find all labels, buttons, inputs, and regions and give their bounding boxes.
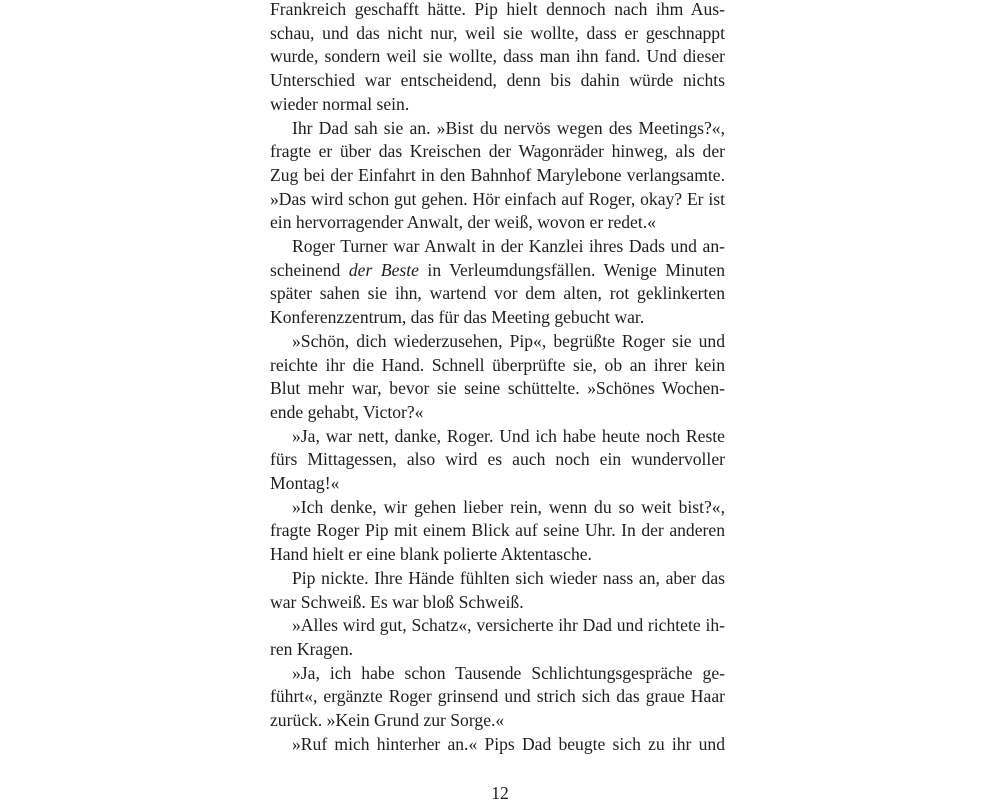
paragraph <box>270 425 725 496</box>
text-line: »Das wird schon gut gehen. Hör einfach auf Roger, okay? Er ist <box>270 188 725 209</box>
text-line: fürs Mittagessen, also wird es auch noch ein wundervoller <box>270 449 725 470</box>
body-text <box>270 0 725 757</box>
page-number: 12 <box>491 783 509 800</box>
text-line: fragte er über das Kreischen der Wagonräder hinweg, als der <box>270 141 725 162</box>
text-line: schau, und das nicht nur, weil sie wollte, dass er geschnappt <box>270 22 725 43</box>
paragraph <box>270 235 725 330</box>
text-line: Unterschied war entscheidend, denn bis dahin würde nichts <box>270 70 725 91</box>
text-line: Hand hielt er eine blank polierte Aktentasche. <box>270 544 592 565</box>
text-line: fragte Roger Pip mit einem Blick auf seine Uhr. In der anderen <box>270 520 725 541</box>
text-line: später sahen sie ihn, wartend vor dem alten, rot geklinkerten <box>270 283 725 304</box>
text-line: Frankreich geschafft hätte. Pip hielt dennoch nach ihm Aus- <box>270 0 725 19</box>
text-line: »Ich denke, wir gehen lieber rein, wenn du so weit bist?«, <box>292 496 725 517</box>
paragraph <box>270 330 725 425</box>
text-line: ren Kragen. <box>270 638 354 659</box>
paragraph <box>270 496 725 567</box>
text-run: scheinend <box>270 259 349 280</box>
text-line: Ihr Dad sah sie an. »Bist du nervös wegen des Meetings?«, <box>292 117 725 138</box>
text-line: reichte ihr die Hand. Schnell überprüfte sie, ob an ihrer kein <box>270 354 725 375</box>
text-line: wurde, sondern weil sie wollte, dass man ihn fand. Und dieser <box>270 46 725 67</box>
text-line: ende gehabt, Victor?« <box>270 401 424 422</box>
paragraph <box>270 0 725 117</box>
text-run: in Verleumdungsfällen. Wenige Minuten <box>418 259 725 280</box>
text-line: Montag!« <box>270 473 340 494</box>
text-line: führt«, ergänzte Roger grinsend und strich sich das graue Haar <box>270 686 725 707</box>
paragraph <box>270 614 725 661</box>
text-line: zurück. »Kein Grund zur Sorge.« <box>270 710 505 731</box>
text-line: »Alles wird gut, Schatz«, versicherte ihr Dad und richtete ih- <box>292 615 725 636</box>
text-line: »Schön, dich wiederzusehen, Pip«, begrüßte Roger sie und <box>292 330 725 351</box>
emphasis-text: der Beste <box>348 259 419 280</box>
paragraph <box>270 662 725 733</box>
text-line: »Ja, war nett, danke, Roger. Und ich habe heute noch Reste <box>292 425 725 446</box>
text-line: war Schweiß. Es war bloß Schweiß. <box>270 591 524 612</box>
paragraph <box>270 117 725 236</box>
text-line: wieder normal sein. <box>270 93 410 114</box>
text-line: Roger Turner war Anwalt in der Kanzlei ihres Dads und an- <box>292 236 725 257</box>
text-line: Konferenzzentrum, das für das Meeting gebucht war. <box>270 307 645 328</box>
text-line: »Ja, ich habe schon Tausende Schlichtungsgespräche ge- <box>292 662 725 683</box>
text-line: Blut mehr war, bevor sie seine schüttelte. »Schönes Wochen- <box>270 378 725 399</box>
text-line: ein hervorragender Anwalt, der weiß, wovon er redet.« <box>270 212 656 233</box>
paragraph <box>270 733 725 757</box>
paragraph <box>270 567 725 614</box>
text-line: »Ruf mich hinterher an.« Pips Dad beugte sich zu ihr und <box>292 733 725 754</box>
text-line: Pip nickte. Ihre Hände fühlten sich wieder nass an, aber das <box>292 567 725 588</box>
text-line: Zug bei der Einfahrt in den Bahnhof Marylebone verlangsamte. <box>270 164 725 185</box>
text-line <box>270 259 725 283</box>
